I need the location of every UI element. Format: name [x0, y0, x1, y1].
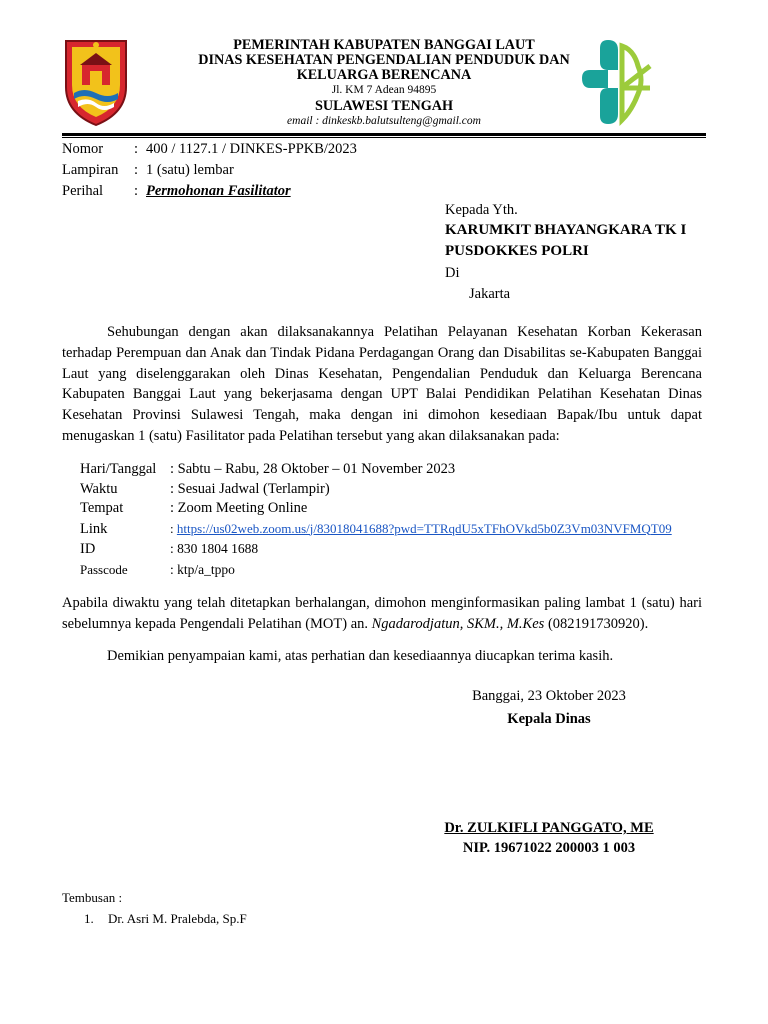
detail-row-link — [80, 519, 672, 540]
detail-row-time — [80, 480, 672, 500]
details-list — [80, 460, 672, 579]
detail-value: : Zoom Meeting Online — [170, 500, 308, 516]
body-paragraph-1: Sehubungan dengan akan dilaksanakannya Pelatihan Pelayanan Kesehatan Korban Kekerasan terhadap Perempuan dan Anak dan Tindak Pidana Perdagangan Orang dan Disabilitas se-Kabupaten Banggai Laut yang diselenggarakan oleh Dinas Kesehatan, Pengendalian Penduduk dan Keluarga Berencana Kabupaten Banggai Laut yang bekerjasama dengan UPT Balai Pendidikan Pelatihan Kesehatan Dinas Kesehatan Provinsi Sulawesi Tengah, maka dengan ini dimohon kesediaan Bapak/Ibu untuk dapat menugaskan 1 (satu) Fasilitator pada Pelatihan tersebut yang akan dilaksanakan pada: — [62, 324, 702, 444]
recipient-name-1: KARUMKIT BHAYANGKARA TK I — [445, 222, 687, 238]
detail-value: : 830 1804 1688 — [170, 541, 259, 556]
signature-name: Dr. ZULKIFLI PANGGATO, ME — [444, 820, 654, 836]
header-rule-thin — [62, 137, 706, 138]
lampiran-value: 1 (satu) lembar — [146, 162, 234, 178]
signature-position: Kepala Dinas — [507, 711, 591, 727]
kemenkes-logo-icon — [578, 36, 654, 128]
perihal-colon: : — [134, 183, 139, 199]
detail-label: Hari/Tanggal — [80, 461, 157, 477]
detail-row-place — [80, 499, 672, 519]
cc-item-name: Dr. Asri M. Pralebda, Sp.F — [108, 911, 247, 926]
recipient-city: Jakarta — [469, 286, 511, 302]
meta-lampiran — [62, 161, 234, 179]
recipient-greeting: Kepada Yth. — [445, 202, 518, 218]
nomor-value: 400 / 1127.1 / DINKES-PPKB/2023 — [146, 141, 357, 157]
detail-row-id — [80, 539, 672, 560]
signature-nip: NIP. 19671022 200003 1 003 — [462, 840, 636, 856]
detail-value: : Sabtu – Rabu, 28 Oktober – 01 November 2023 — [170, 461, 456, 477]
nomor-label: Nomor — [62, 141, 104, 157]
detail-label: Tempat — [80, 500, 124, 516]
detail-value: : Sesuai Jadwal (Terlampir) — [170, 480, 330, 497]
cc-item — [84, 910, 247, 928]
recipient-di: Di — [445, 265, 460, 281]
detail-label: Link — [80, 520, 108, 537]
perihal-label: Perihal — [62, 183, 104, 199]
detail-label: Passcode — [80, 561, 128, 577]
zoom-link[interactable]: https://us02web.zoom.us/j/83018041688?pwd=TTRqdU5xTFhOVkd5b0Z3Vm03NVFMQT09 — [176, 520, 672, 536]
lampiran-label: Lampiran — [62, 162, 119, 178]
meta-nomor — [62, 140, 357, 158]
detail-row-passcode — [80, 560, 672, 580]
para2-text-b: (082191730920). — [544, 615, 649, 632]
nomor-colon: : — [134, 141, 139, 157]
letterhead-province: SULAWESI TENGAH — [314, 98, 454, 114]
meta-perihal — [62, 182, 291, 200]
letterhead-address: Jl. KM 7 Adean 94895 — [331, 84, 437, 96]
detail-row-date — [80, 460, 672, 480]
perihal-value: Permohonan Fasilitator — [146, 183, 291, 199]
signature-place-date: Banggai, 23 Oktober 2023 — [472, 688, 626, 704]
banggai-laut-emblem-icon — [60, 35, 132, 127]
para2-text-a: Apabila diwaktu yang telah ditetapkan berhalangan, dimohon menginformasikan paling lambat 1 (satu) hari sebelumnya kepada Pengendali Pelatihan (MOT) an. — [62, 595, 702, 632]
detail-value: : ktp/a_tppo — [170, 561, 235, 577]
letterhead-agency-cont: KELUARGA BERENCANA — [296, 67, 472, 83]
letterhead — [180, 38, 588, 128]
body-paragraph-2 — [62, 593, 702, 635]
contact-name: Ngadarodjatun, SKM., M.Kes — [371, 615, 545, 632]
letterhead-email: email : dinkeskb.balutsulteng@gmail.com — [287, 115, 481, 127]
body-paragraph-3: Demikian penyampaian kami, atas perhatian dan kesediaannya diucapkan terima kasih. — [107, 648, 614, 664]
cc-item-number: 1. — [84, 911, 94, 926]
letterhead-government: PEMERINTAH KABUPATEN BANGGAI LAUT — [233, 37, 535, 53]
lampiran-colon: : — [134, 162, 139, 178]
detail-label: Waktu — [80, 480, 118, 497]
detail-colon: : — [170, 520, 177, 536]
detail-label: ID — [80, 541, 96, 557]
letterhead-agency: DINAS KESEHATAN PENGENDALIAN PENDUDUK DAN — [198, 52, 570, 68]
cc-title: Tembusan : — [62, 890, 123, 905]
recipient-name-2: PUSDOKKES POLRI — [445, 243, 589, 259]
header-rule-thick — [62, 133, 706, 136]
